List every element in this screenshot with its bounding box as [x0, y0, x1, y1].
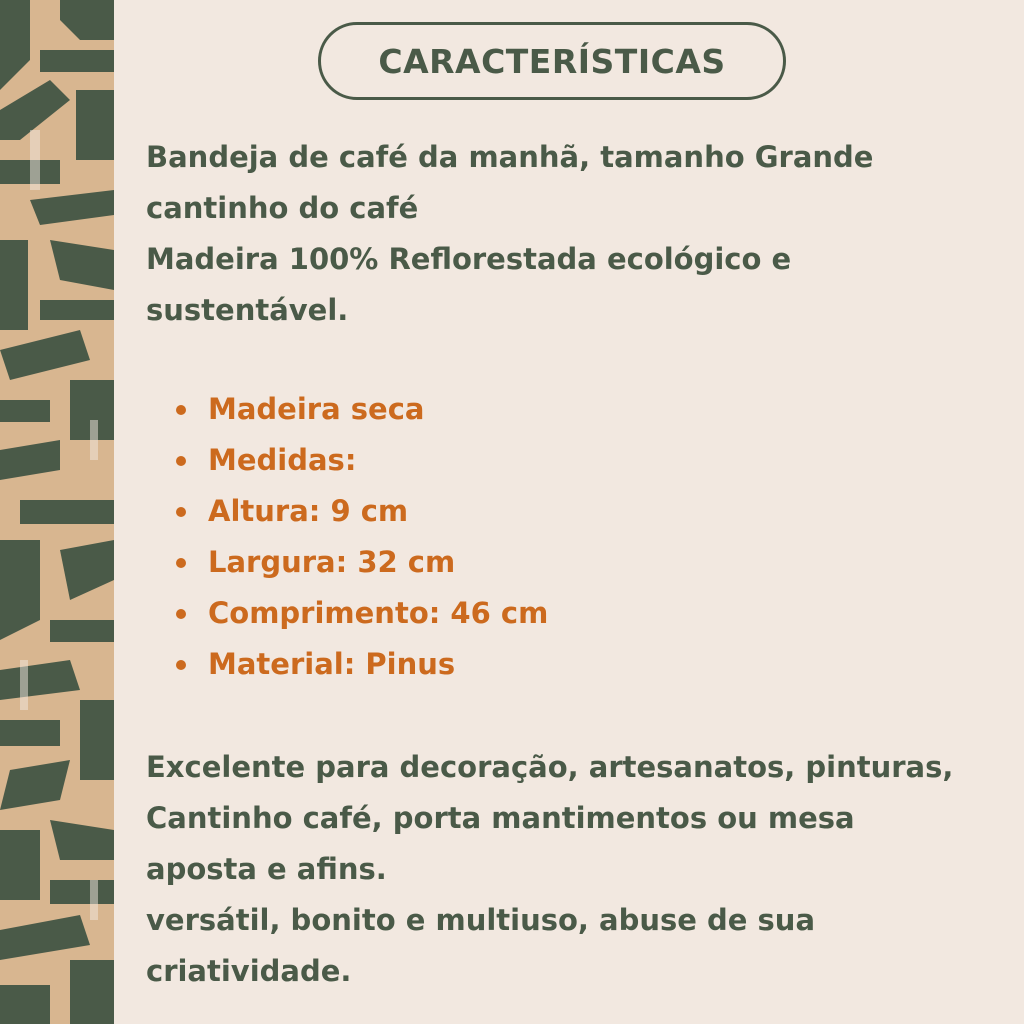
outro-line: criatividade.	[146, 954, 352, 988]
outro-line: versátil, bonito e multiuso, abuse de sua	[146, 903, 816, 937]
list-item	[172, 435, 548, 486]
bullet-icon	[176, 405, 186, 415]
list-item-text: Material: Pinus	[208, 647, 456, 681]
list-item-text: Madeira seca	[208, 392, 425, 426]
outro-line: Cantinho café, porta mantimentos ou mesa	[146, 801, 855, 835]
outro-line: aposta e afins.	[146, 852, 387, 886]
list-item-text: Medidas:	[208, 443, 357, 477]
list-item	[172, 588, 548, 639]
decorative-pattern-strip	[0, 0, 114, 1024]
intro-line: Madeira 100% Reflorestada ecológico e	[146, 242, 792, 276]
bullet-icon	[176, 558, 186, 568]
list-item-text: Comprimento: 46 cm	[208, 596, 549, 630]
section-title: CARACTERÍSTICAS	[378, 41, 726, 81]
list-item-text: Largura: 32 cm	[208, 545, 456, 579]
bullet-icon	[176, 456, 186, 466]
bullet-icon	[176, 507, 186, 517]
intro-paragraph	[146, 132, 1006, 336]
outro-line: Excelente para decoração, artesanatos, pinturas,	[146, 750, 954, 784]
pattern-graphic	[0, 0, 114, 1024]
bullet-icon	[176, 609, 186, 619]
intro-line: Bandeja de café da manhã, tamanho Grande	[146, 140, 874, 174]
intro-line: cantinho do café	[146, 191, 419, 225]
list-item	[172, 537, 548, 588]
list-item	[172, 639, 548, 690]
section-title-badge	[318, 22, 786, 100]
list-item-text: Altura: 9 cm	[208, 494, 409, 528]
outro-paragraph	[146, 742, 1016, 997]
list-item	[172, 384, 548, 435]
intro-line: sustentável.	[146, 293, 349, 327]
list-item	[172, 486, 548, 537]
feature-list	[172, 384, 548, 690]
bullet-icon	[176, 660, 186, 670]
